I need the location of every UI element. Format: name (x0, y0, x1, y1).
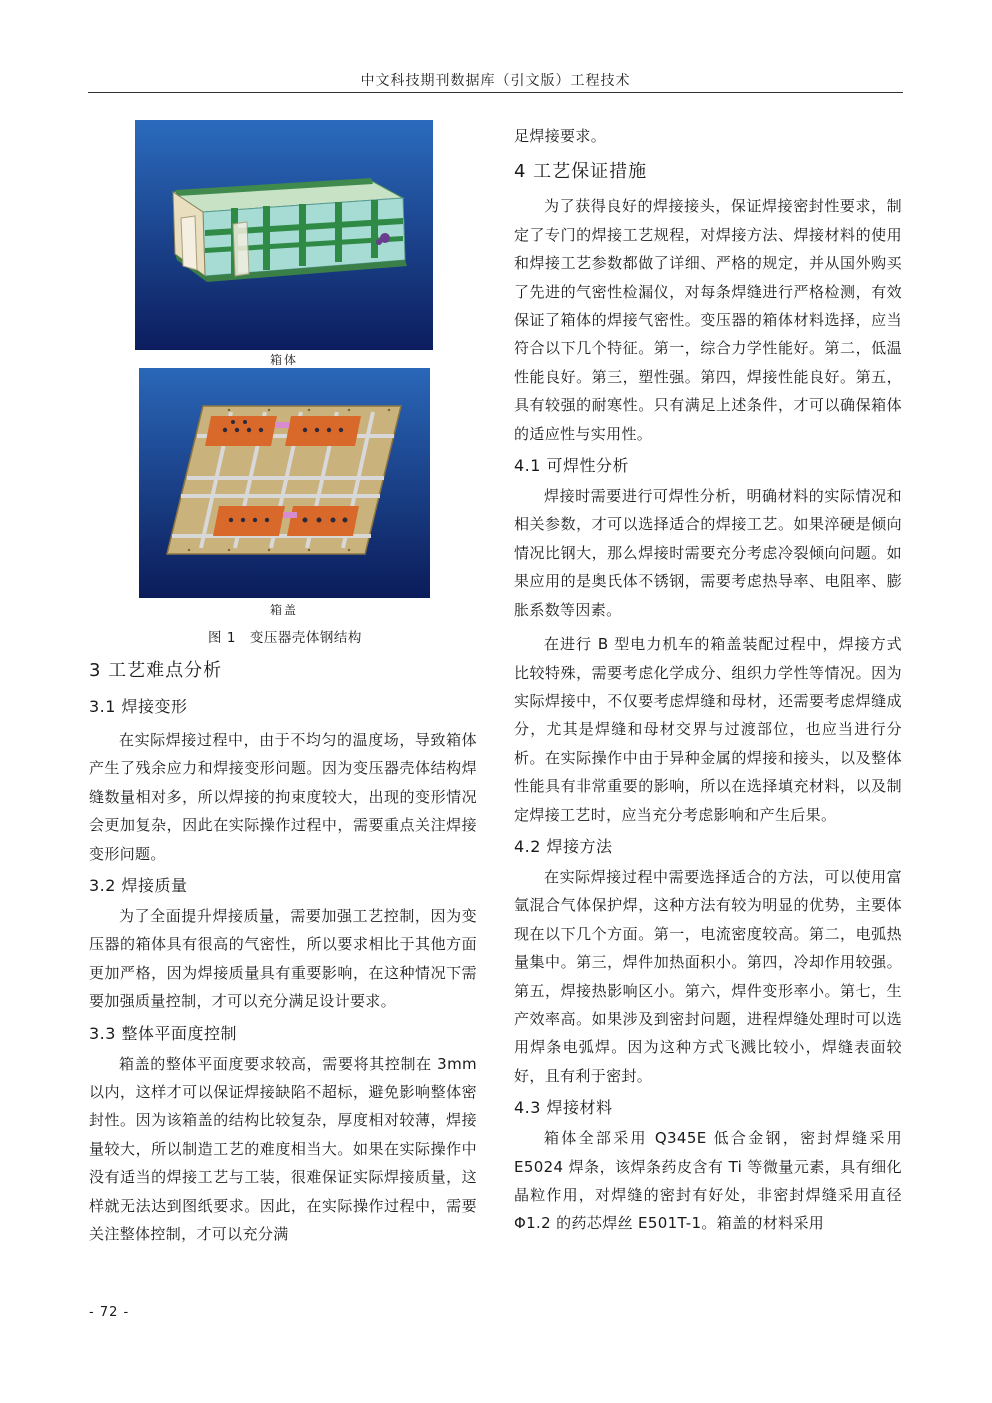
left-column-text (89, 658, 477, 1249)
figure-caption: 图 1 变压器壳体钢结构 (208, 630, 362, 646)
section-4-3-paragraph: 箱体全部采用 Q345E 低合金钢，密封焊缝采用 E5024 焊条，该焊条药皮含有 Ti 等微量元素，具有细化晶粒作用，对焊缝的密封有好处，非密封焊缝采用直径Φ1.2 的药芯焊丝 E501T-1。箱盖的材料采用 (514, 1129, 902, 1233)
section-4-1-heading: 4.1 可焊性分析 (514, 456, 630, 476)
section-4-1-paragraph-1: 焊接时需要进行可焊性分析，明确材料的实际情况和相关参数，才可以选择适合的焊接工艺。如果淬硬是倾向情况比钢大，那么焊接时需要充分考虑冷裂倾向问题。如果应用的是奥氏体不锈钢，需要考虑热导率、电阻率、膨胀系数等因素。 (514, 487, 902, 619)
figure-transformer-box-image (135, 120, 433, 350)
section-3-3-heading: 3.3 整体平面度控制 (89, 1023, 238, 1043)
section-4-paragraph: 为了获得良好的焊接接头，保证焊接密封性要求，制定了专门的焊接工艺规程，对焊接方法、焊接材料的使用和焊接工艺参数都做了详细、严格的规定，并从国外购买了先进的气密性检漏仪，对每条焊缝进行严格检测，有效保证了箱体的焊接气密性。变压器的箱体材料选择，应当符合以下几个特征。第一，综合力学性能好。第二，低温性能良好。第三，塑性强。第四，焊接性能良好。第五，具有较强的耐寒性。只有满足上述条件，才可以确保箱体的适应性与实用性。 (514, 197, 902, 443)
running-header: 中文科技期刊数据库（引文版）工程技术 (360, 73, 631, 89)
right-column-text (514, 122, 902, 1238)
figure-label-box: 箱体 (269, 353, 298, 367)
section-3-2-paragraph: 为了全面提升焊接质量，需要加强工艺控制，因为变压器的箱体具有很高的气密性，所以要求相比于其他方面更加严格，因为焊接质量具有重要影响，在这种情况下需要加强质量控制，才可以充分满足设计要求。 (89, 907, 477, 1011)
header-rule (88, 92, 903, 93)
page-number: - 72 - (89, 1305, 130, 1320)
section-3-heading: 3 工艺难点分析 (89, 660, 223, 681)
figure-label-lid: 箱盖 (269, 603, 298, 617)
section-4-3-heading: 4.3 焊接材料 (514, 1098, 613, 1118)
section-3-1-heading: 3.1 焊接变形 (89, 697, 188, 716)
section-3-1-paragraph: 在实际焊接过程中，由于不均匀的温度场，导致箱体产生了残余应力和焊接变形问题。因为变压器壳体结构焊缝数量相对多，所以焊接的拘束度较大，出现的变形情况会更加复杂，因此在实际操作过程中，需要重点关注焊接变形问题。 (89, 731, 477, 863)
section-4-heading: 4 工艺保证措施 (514, 161, 648, 183)
section-4-2-heading: 4.2 焊接方法 (514, 836, 613, 856)
continued-text: 足焊接要求。 (514, 127, 607, 145)
section-3-2-heading: 3.2 焊接质量 (89, 876, 188, 896)
section-4-2-paragraph: 在实际焊接过程中需要选择适合的方法，可以使用富氩混合气体保护焊，这种方法有较为明显的优势，主要体现在以下几个方面。第一，电流密度较高。第二，电弧热量集中。第三，焊件加热面积小。第四，冷却作用较强。第五，焊接热影响区小。第六，焊件变形率小。第七，生产效率高。如果涉及到密封问题，进程焊缝处理时可以选用焊条电弧焊。因为这种方式飞溅比较小，焊缝表面较好，且有利于密封。 (514, 867, 902, 1085)
figure-transformer-lid-image (139, 368, 430, 598)
section-4-1-paragraph-2: 在进行 B 型电力机车的箱盖装配过程中，焊接方式比较特殊，需要考虑化学成分、组织力学性等情况。因为实际焊接中，不仅要考虑焊缝和母材，还需要考虑焊缝成分，尤其是焊缝和母材交界与过渡部位，也应当进行分析。在实际操作中由于异种金属的焊接和接头，以及整体性能具有非常重要的影响，所以在选择填充材料，以及制定焊接工艺时，应当充分考虑影响和产生后果。 (514, 635, 902, 824)
section-3-3-paragraph: 箱盖的整体平面度要求较高，需要将其控制在 3mm 以内，这样才可以保证焊接缺陷不超标，避免影响整体密封性。因为该箱盖的结构比较复杂，厚度相对较薄，焊接量较大，所以制造工艺的难度相当大。如果在实际操作中没有适当的焊接工艺与工装，很难保证实际焊接质量，这样就无法达到图纸要求。因此，在实际操作过程中，需要关注整体控制，才可以充分满 (89, 1054, 477, 1244)
